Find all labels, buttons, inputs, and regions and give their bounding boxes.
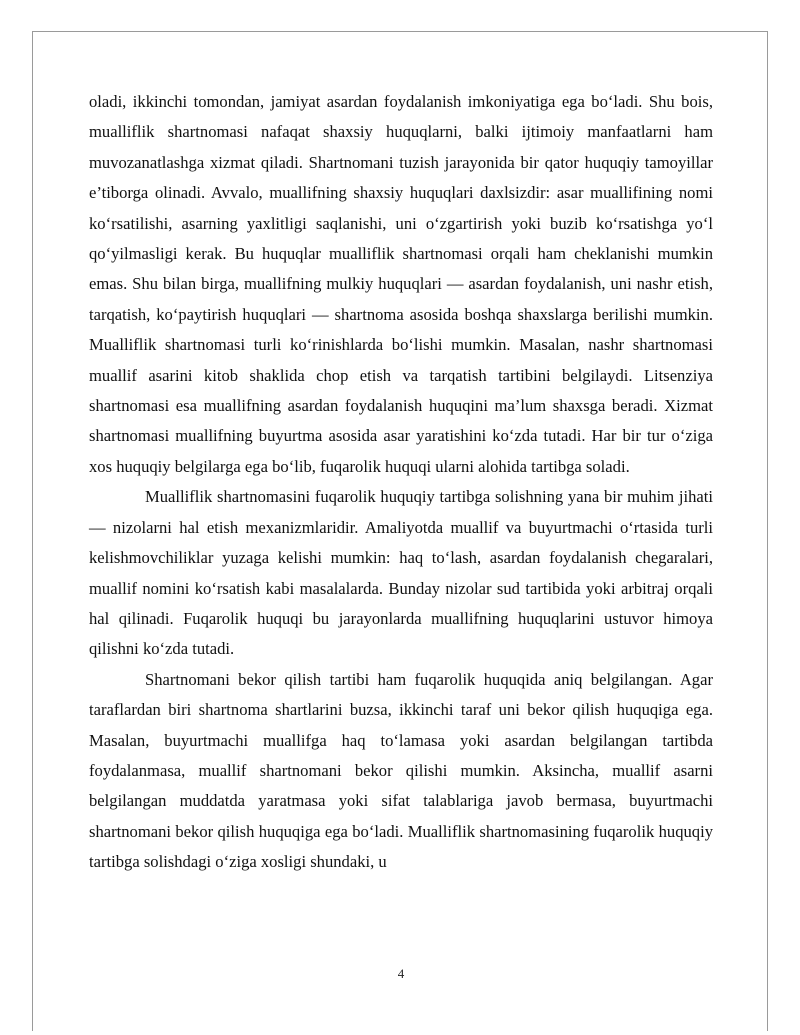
document-page [32, 31, 768, 1031]
paragraph-disputes: Mualliflik shartnomasini fuqarolik huquqiy tartibga solishning yana bir muhim jihati — nizolarni hal etish mexanizmlaridir. Amaliyotda muallif va buyurtmachi o‘rtasida turli kelishmovchiliklar yuzaga kelishi mumkin: haq to‘lash, asardan foydalanish chegaralari, muallif nomini ko‘rsatish kabi masalalarda. Bunday nizolar sud tartibida yoki arbitraj orqali hal qilinadi. Fuqarolik huquqi bu jarayonlarda muallifning huquqlarini ustuvor himoya qilishni ko‘zda tutadi. [89, 487, 713, 659]
page-number: 4 [397, 966, 405, 981]
paragraph-continuation: oladi, ikkinchi tomondan, jamiyat asardan foydalanish imkoniyatiga ega bo‘ladi. Shu bois, mualliflik shartnomasi nafaqat shaxsiy huquqlarni, balki ijtimoiy manfaatlarni ham muvozanatlashga xizmat qiladi. Shartnomani tuzish jarayonida bir qator huquqiy tamoyillar e’tiborga olinadi. Avvalo, muallifning shaxsiy huquqlari daxlsizdir: asar muallifining nomi ko‘rsatilishi, asarning yaxlitligi saqlanishi, uni o‘zgartirish yoki buzib ko‘rsatishga yo‘l qo‘yilmasligi kerak. Bu huquqlar mualliflik shartnomasi orqali ham cheklanishi mumkin emas. Shu bilan birga, muallifning mulkiy huquqlari — asardan foydalanish, uni nashr etish, tarqatish, ko‘paytirish huquqlari — shartnoma asosida boshqa shaxslarga berilishi mumkin. Mualliflik shartnomasi turli ko‘rinishlarda bo‘lishi mumkin. Masalan, nashr shartnomasi muallif asarini kitob shaklida chop etish va tarqatish tartibini belgilaydi. Litsenziya shartnomasi esa muallifning asardan foydalanish huquqini ma’lum shaxsga beradi. Xizmat shartnomasi muallifning buyurtma asosida asar yaratishini ko‘zda tutadi. Har bir tur o‘ziga xos huquqiy belgilarga ega bo‘lib, fuqarolik huquqi ularni alohida tartibga soladi. [89, 92, 713, 476]
body-text [89, 87, 713, 878]
paragraph-termination: Shartnomani bekor qilish tartibi ham fuqarolik huquqida aniq belgilangan. Agar taraflardan biri shartnoma shartlarini buzsa, ikkinchi taraf uni bekor qilish huquqiga ega. Masalan, buyurtmachi muallifga haq to‘lamasa yoki asardan belgilangan tartibda foydalanmasa, muallif shartnomani bekor qilishi mumkin. Aksincha, muallif asarni belgilangan muddatda yaratmasa yoki sifat talablariga javob bermasa, buyurtmachi shartnomani bekor qilish huquqiga ega bo‘ladi. Mualliflik shartnomasining fuqarolik huquqiy tartibga solishdagi o‘ziga xosligi shundaki, u [89, 669, 713, 872]
